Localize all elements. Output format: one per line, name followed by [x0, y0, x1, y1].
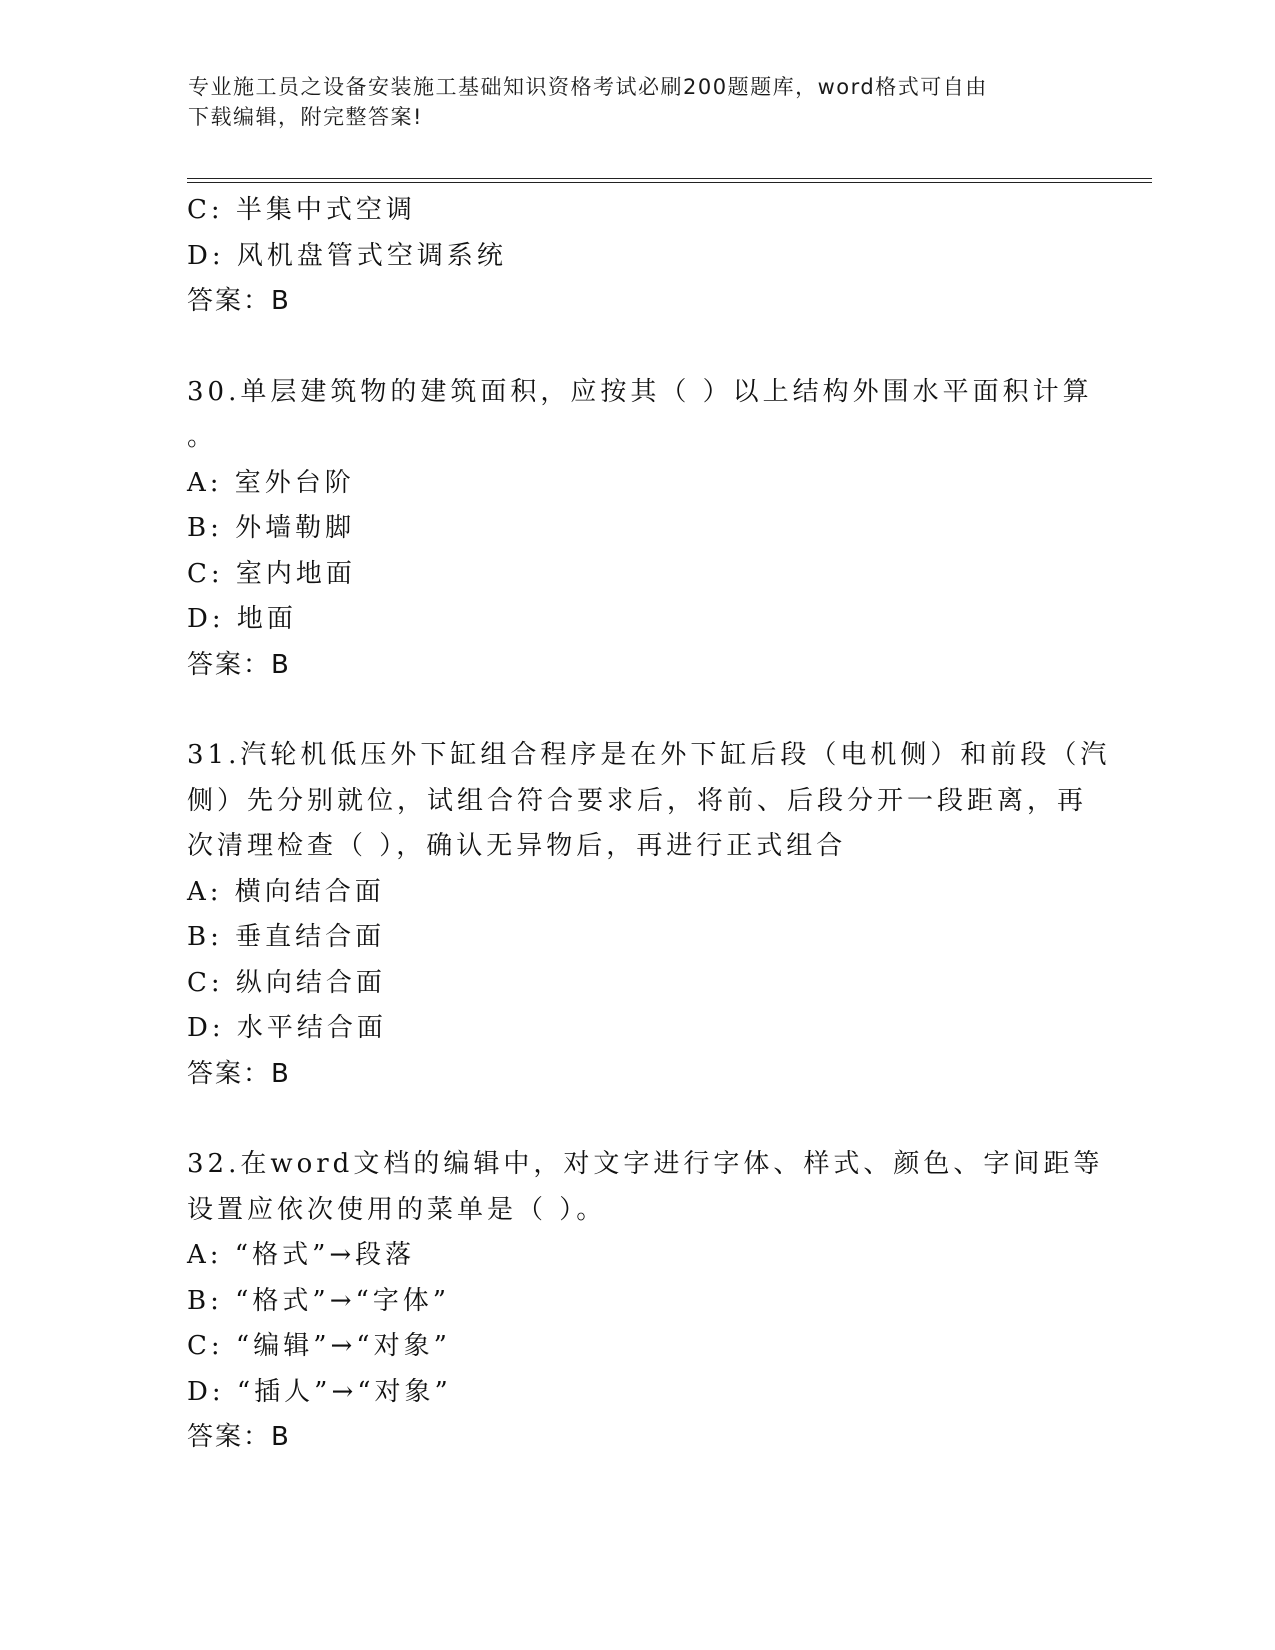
option-a: A: “格式”→段落 [187, 1240, 416, 1270]
option-d: D: 风机盘管式空调系统 [187, 240, 507, 271]
header-line-1: 专业施工员之设备安装施工基础知识资格考试必刷200题题库，word格式可自由 [188, 75, 988, 99]
answer: 答案：B [187, 649, 291, 680]
option-c: C: “编辑”→“对象” [187, 1331, 451, 1361]
option-a: A: 横向结合面 [187, 876, 385, 907]
question-31 [187, 733, 1111, 1097]
question-stem-line: 设置应依次使用的菜单是（ ）。 [187, 1194, 607, 1225]
spacer [187, 325, 1087, 370]
option-d: D: “插人”→“对象” [187, 1376, 452, 1407]
option-d: D: 水平结合面 [187, 1013, 387, 1043]
option-b: B: 外墙勒脚 [187, 513, 356, 543]
answer: 答案：B [187, 1422, 291, 1452]
header-line-2: 下载编辑，附完整答案! [188, 105, 423, 129]
option-c: C: 室内地面 [187, 558, 356, 589]
option-c: C: 纵向结合面 [187, 967, 386, 998]
question-29-continuation [187, 188, 1087, 325]
option-b: B: 垂直结合面 [187, 922, 386, 952]
question-stem-line: 31.汽轮机低压外下缸组合程序是在外下缸后段（电机侧）和前段（汽 [187, 740, 1111, 770]
answer: 答案：B [187, 1058, 291, 1089]
question-stem-line: 。 [187, 422, 218, 452]
question-stem-line: 侧）先分别就位，试组合符合要求后，将前、后段分开一段距离，再 [187, 785, 1088, 816]
question-stem-line: 次清理检查（ ），确认无异物后，再进行正式组合 [187, 831, 847, 861]
option-c: C: 半集中式空调 [187, 195, 416, 225]
spacer [187, 1097, 1087, 1142]
answer: 答案：B [187, 286, 291, 316]
question-30 [187, 370, 1093, 689]
option-b: B: “格式”→“字体” [187, 1285, 451, 1316]
question-stem-line: 32.在word文档的编辑中，对文字进行字体、样式、颜色、字间距等 [187, 1149, 1104, 1179]
document-body [187, 188, 1111, 1461]
option-d: D: 地面 [187, 604, 297, 634]
spacer [187, 688, 1087, 733]
question-32 [187, 1142, 1104, 1461]
header-divider [187, 178, 1152, 183]
page-header [188, 72, 1068, 132]
question-stem-line: 30.单层建筑物的建筑面积，应按其（ ）以上结构外围水平面积计算 [187, 376, 1093, 407]
option-a: A: 室外台阶 [187, 467, 355, 498]
